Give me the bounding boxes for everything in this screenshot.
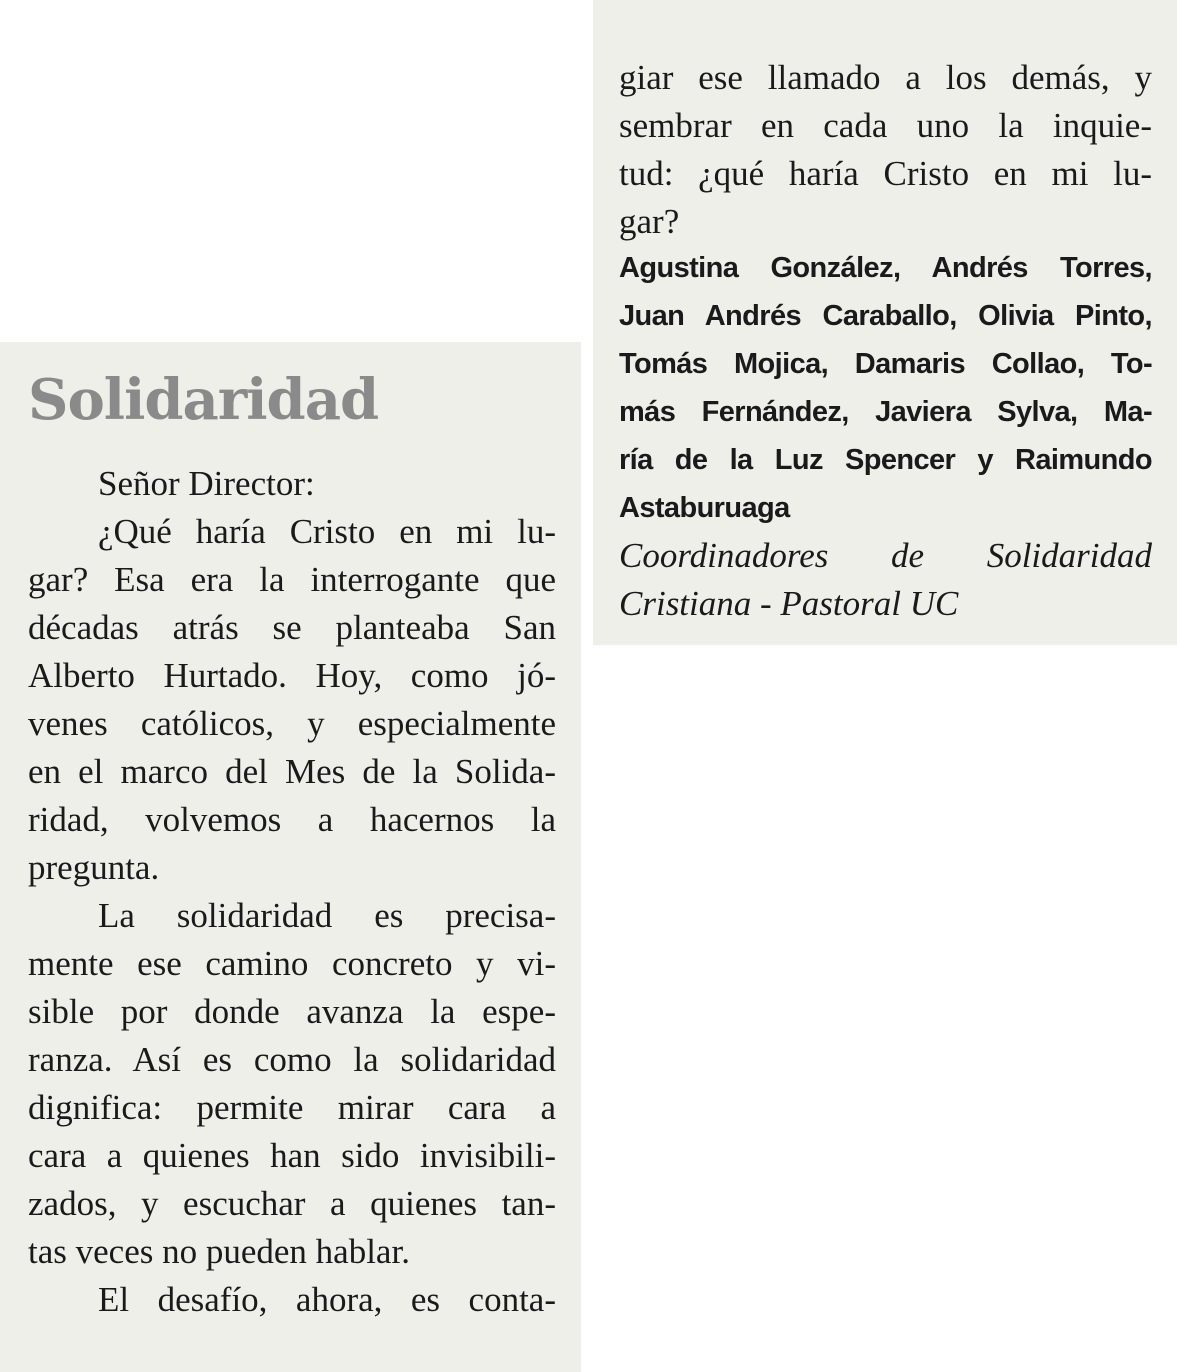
- body-line: gar?: [619, 202, 680, 241]
- body-line: ¿Qué haría Cristo en mi lu-: [98, 512, 556, 551]
- body-line: ranza. Así es como la solidaridad: [28, 1040, 556, 1079]
- salutation: Señor Director:: [98, 464, 315, 503]
- body-line: mente ese camino concreto y vi-: [28, 944, 556, 983]
- body-line: zados, y escuchar a quienes tan-: [28, 1184, 556, 1223]
- body-line: sible por donde avanza la espe-: [28, 992, 556, 1031]
- body-line: ridad, volvemos a hacernos la: [28, 800, 556, 839]
- body-line: venes católicos, y especialmente: [28, 704, 556, 743]
- body-line: sembrar en cada uno la inquie-: [619, 106, 1152, 145]
- letter-headline: Solidaridad: [28, 367, 379, 433]
- body-line: dignifica: permite mirar cara a: [28, 1088, 556, 1127]
- body-line: La solidaridad es precisa-: [98, 896, 556, 935]
- signatory-line: Agustina González, Andrés Torres,: [619, 252, 1152, 284]
- body-line: pregunta.: [28, 848, 160, 887]
- body-line: en el marco del Mes de la Solida-: [28, 752, 556, 791]
- signatory-line: más Fernández, Javiera Sylva, Ma-: [619, 396, 1152, 428]
- body-line: décadas atrás se planteaba San: [28, 608, 556, 647]
- signatory-line: Astaburuaga: [619, 492, 790, 524]
- body-line: giar ese llamado a los demás, y: [619, 58, 1152, 97]
- body-line: tud: ¿qué haría Cristo en mi lu-: [619, 154, 1152, 193]
- signatory-line: Tomás Mojica, Damaris Collao, To-: [619, 348, 1152, 380]
- body-line: gar? Esa era la interrogante que: [28, 560, 556, 599]
- body-line: tas veces no pueden hablar.: [28, 1232, 410, 1271]
- body-line: Alberto Hurtado. Hoy, como jó-: [28, 656, 556, 695]
- signatory-line: ría de la Luz Spencer y Raimundo: [619, 444, 1152, 476]
- signatory-role: Coordinadores de Solidaridad: [619, 536, 1152, 575]
- body-line: El desafío, ahora, es conta-: [98, 1280, 556, 1319]
- body-line: cara a quienes han sido invisibili-: [28, 1136, 556, 1175]
- signatory-role: Cristiana - Pastoral UC: [619, 584, 959, 623]
- signatory-line: Juan Andrés Caraballo, Olivia Pinto,: [619, 300, 1152, 332]
